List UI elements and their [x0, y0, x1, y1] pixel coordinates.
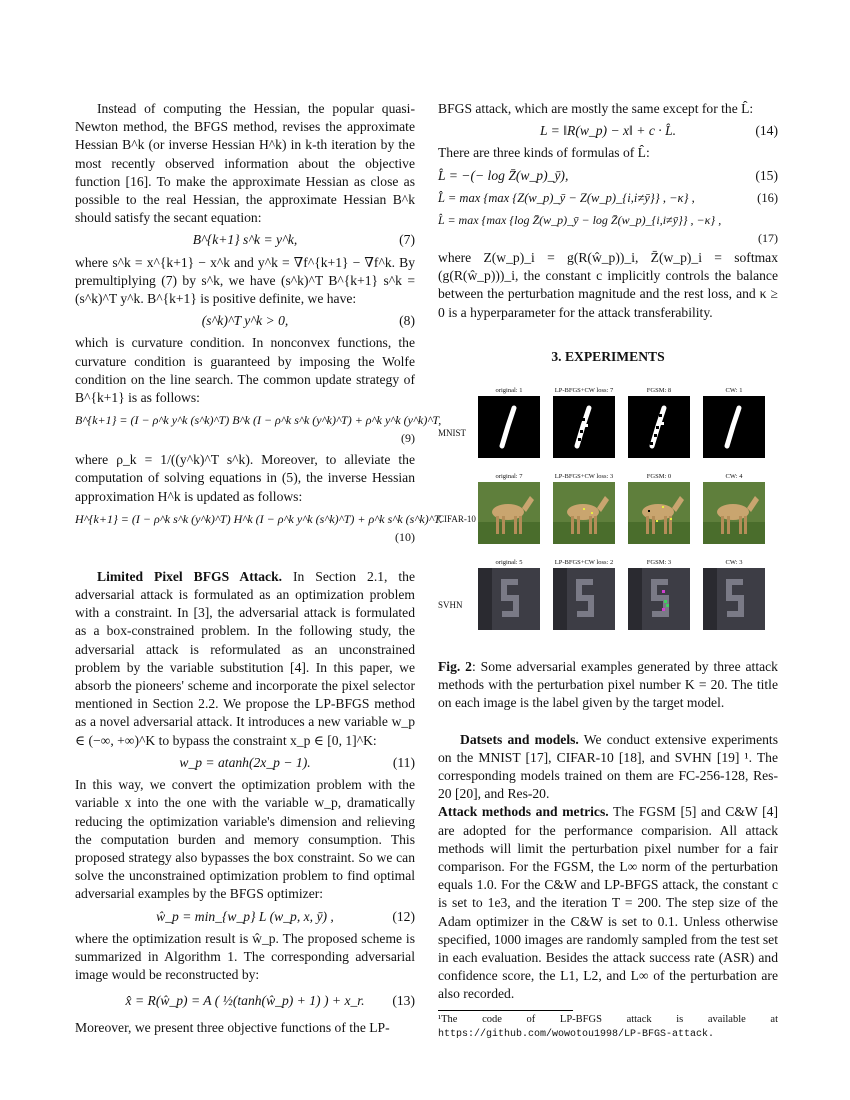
premultiply-paragraph: where s^k = x^{k+1} − x^k and y^k = ∇f^{k+1} − ∇f^k. By premultiplying (7) by s^k, we have (s^k)^T B^{k+1} s^k = (s^k)^T y^k. B^{k+1} is positive definite, we have: [75, 254, 415, 307]
panel-title: LP-BFGS+CW loss: 2 [554, 559, 614, 567]
panel-title: CW: 3 [725, 559, 743, 567]
cifar-lp-bfgs-image [553, 482, 615, 544]
panel-title: original: 1 [495, 387, 523, 395]
figure-caption: Fig. 2: Some adversarial examples generated by three attack methods with the perturbation pixel number K = 20. The title on each image is the label given by the target model. [438, 659, 778, 711]
equation-11: w_p = atanh(2x_p − 1). (11) [179, 754, 415, 770]
mnist-cw-image [703, 396, 765, 458]
equation-10: H^{k+1} = (I − ρ^k s^k (y^k)^T) H^k (I − ρ^k y^k (s^k)^T) + ρ^k s^k (s^k)^T. (10) [75, 511, 443, 544]
mnist-fgsm-image [628, 396, 690, 458]
equation-9: B^{k+1} = (I − ρ^k y^k (s^k)^T) B^k (I − ρ^k s^k (y^k)^T) + ρ^k y^k (y^k)^T, (9) [75, 413, 442, 446]
panel-title: original: 7 [495, 473, 523, 481]
equation-15: L̂ = −(− log Z̄(w_p)_ȳ), (15) [438, 167, 778, 183]
panel-title: FGSM: 0 [646, 473, 672, 481]
panel-cw [703, 386, 765, 458]
panel-lp-bfgs [553, 472, 615, 544]
equation-7: B^{k+1} s^k = y^k, (7) [192, 232, 415, 248]
panel-fgsm [628, 386, 690, 458]
panel-title: CW: 1 [725, 387, 743, 395]
panel-lp-bfgs [553, 386, 615, 458]
panel-title: original: 5 [495, 559, 523, 567]
section-heading: 3. EXPERIMENTS [551, 348, 665, 364]
row-label: MNIST [438, 428, 467, 439]
panel-title: LP-BFGS+CW loss: 7 [554, 387, 614, 395]
objective-paragraph: Moreover, we present three objective functions of the LP- [75, 1019, 390, 1035]
panel-fgsm [628, 558, 690, 630]
footnote-url[interactable]: https://github.com/wowotou1998/LP-BFGS-attack. [438, 1028, 715, 1040]
right-column [438, 100, 778, 1042]
intro-paragraph: Instead of computing the Hessian, the popular quasi-Newton method, the BFGS method, revises the approximate Hessian B^k (or inverse Hessian H^k) in k-th iteration by the most recently observed information about the objective function [16]. To make the approximate Hessian as close as possible to the real Hessian, the approximate Hessian B^k should satisfy the secant equation: [75, 101, 415, 226]
svhn-cw-image [703, 568, 765, 630]
curvature-paragraph: which is curvature condition. In nonconvex functions, the curvature condition is guaranteed by imposing the Wolfe condition on the line search. The common update strategy of B^{k+1} is as follows: [75, 335, 415, 406]
figure-row-mnist [438, 386, 778, 466]
convert-paragraph: In this way, we convert the optimization problem with the variable x into the one with the variable w_p, dramatically reducing the optimization variable's dimension and relieving the computation burden and memory consumption. This proposed strategy also bypasses the box constraint. So we can solve the unconstrained optimization problem to find optimal adversarial examples by the BFGS optimizer: [75, 777, 415, 902]
figure-row-svhn [438, 558, 778, 638]
footnote: ¹The code of LP-BFGS attack is available at https://github.com/wowotou1998/LP-BFGS-attack. [438, 1010, 573, 1042]
rho-paragraph: where ρ_k = 1/((y^k)^T s^k). Moreover, to alleviate the computation of solving equations in (5), the inverse Hessian approximation H^k is updated as follows: [75, 452, 415, 504]
equation-14: L = ‖R(w_p) − x‖ + c · L̂. (14) [539, 123, 778, 139]
bfgs-attack-paragraph: BFGS attack, which are mostly the same except for the L̂: [438, 101, 754, 116]
figure-row-cifar [438, 472, 778, 552]
formulas-intro: There are three kinds of formulas of L̂: [438, 145, 650, 161]
lp-bfgs-paragraph: Limited Pixel BFGS Attack. In Section 2.1, the adversarial attack is formulated as an optimization problem with a constraint. In [3], the adversarial attack is formulated as a box-constrained problem. In the following study, the adversarial attack is reformulated as an unconstrained problem by the variable substitution [4]. In this paper, we absorb the pioneers' scheme and incorporate the pixel selector mentioned in Section 2.2. We propose the LP-BFGS method as a novel adversarial attack. It introduces a new variable w_p ∈ (−∞, +∞)^K to bypass the constraint x_p ∈ [0, 1]^K: [75, 568, 415, 748]
mnist-original-image [478, 396, 540, 458]
panel-title: CW: 4 [725, 473, 743, 481]
panel-lp-bfgs [553, 558, 615, 630]
definitions-paragraph: where Z(w_p)_i = g(R(ŵ_p))_i, Z̄(w_p)_i = softmax (g(R(ŵ_p)))_i, the constant c implicitly controls the balance between the perturbation magnitude and the rest loss, and κ ≥ 0 is a hyperparameter for the attack transferability. [438, 250, 778, 320]
equation-17: L̂ = max {max {log Z̄(w_p)_ȳ − log Z̄(w_p)_{i,i≠ȳ}} , −κ} , (17) [438, 213, 778, 246]
panel-original [478, 386, 540, 458]
mnist-lp-bfgs-image [553, 396, 615, 458]
equation-12: ŵ_p = min_{w_p} L (w_p, x, ȳ) , (12) [156, 908, 415, 924]
left-column [75, 100, 443, 1037]
equation-16: L̂ = max {max {Z(w_p)_ȳ − Z(w_p)_{i,i≠ȳ}} , −κ} , (16) [438, 190, 778, 205]
svhn-lp-bfgs-image [553, 568, 615, 630]
figure-2 [438, 386, 778, 654]
panel-title: LP-BFGS+CW loss: 3 [554, 473, 614, 481]
methods-paragraph: Attack methods and metrics. The FGSM [5] and C&W [4] are adopted for the performance comparision. All attack methods will limit the perturbation pixel number for a fair comparison. For the FGSM, the L∞ norm of the perturbation equals 1.0. For the C&W and LP-BFGS attack, the constant c is set to 1e3, and the iteration T = 200. The step size of the Adam optimizer in the C&W is set to 0.1. Unless otherwise specified, 1000 images are randomly sampled from the test set in each evaluation. Besides the attack success rate (ASR) and confidence score, the L1, L2, and L∞ of the perturbation are also recorded. [438, 804, 778, 1002]
datasets-paragraph: Datsets and models. We conduct extensive experiments on the MNIST [17], CIFAR-10 [18], and SVHN [19] ¹. The corresponding models trained on them are FC-256-128, Res-20 [20], and Res-20. [438, 731, 778, 802]
cifar-cw-image [703, 482, 765, 544]
result-paragraph: where the optimization result is ŵ_p. The proposed scheme is summarized in Algorithm 1. The corresponding adversarial image would be reconstructed by: [75, 930, 415, 983]
row-label: CIFAR-10 [438, 514, 476, 525]
svhn-fgsm-image [628, 568, 690, 630]
svhn-original-image [478, 568, 540, 630]
panel-cw [703, 558, 765, 630]
panel-cw [703, 472, 765, 544]
panel-title: FGSM: 3 [646, 559, 672, 567]
panel-title: FGSM: 8 [646, 387, 672, 395]
panel-original [478, 472, 540, 544]
equation-13: x̂ = R(ŵ_p) = A ( ½(tanh(ŵ_p) + 1) ) + x_r. (13) [125, 993, 415, 1009]
panel-fgsm [628, 472, 690, 544]
panel-original [478, 558, 540, 630]
row-label: SVHN [438, 600, 463, 611]
cifar-original-image [478, 482, 540, 544]
equation-8: (s^k)^T y^k > 0, (8) [201, 313, 415, 329]
cifar-fgsm-image [628, 482, 690, 544]
